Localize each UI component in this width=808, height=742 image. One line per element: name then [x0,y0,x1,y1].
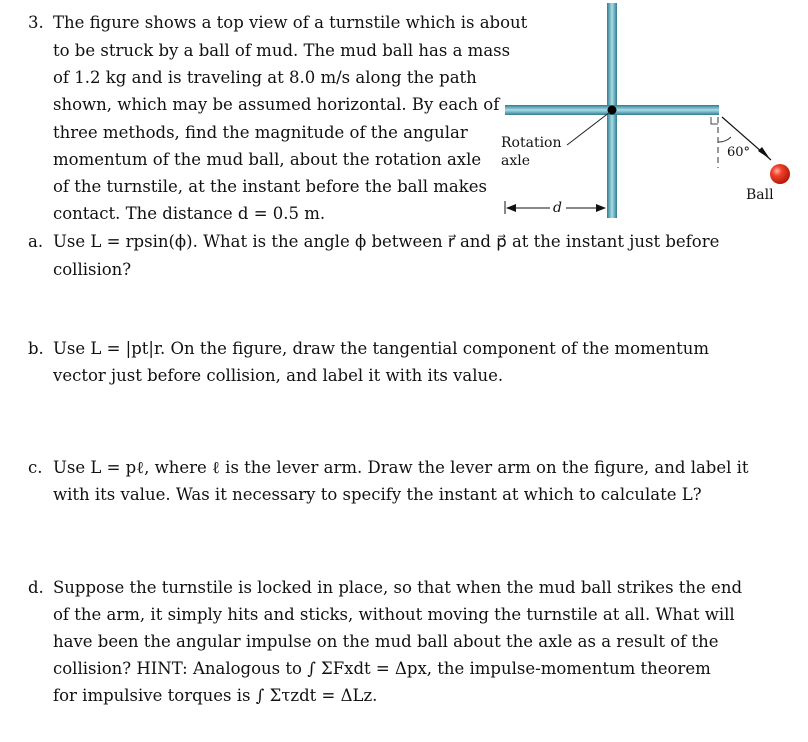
part-c-line-1: Use L = pℓ, where ℓ is the lever arm. Draw the lever arm on the figure, and label it [53,458,749,477]
path-arrowhead [758,147,770,159]
part-d-line-5: for impulsive torques is ∫ Στzdt = ΔLz. [53,686,378,705]
intro-line-8: contact. The distance d = 0.5 m. [53,204,326,223]
part-c-marker: c. [28,458,43,477]
mud-ball [770,164,790,184]
part-d-line-2: of the arm, it simply hits and sticks, without moving the turnstile at all. What will [53,605,735,624]
d-left-arrowhead [506,204,516,212]
intro-line-3: of 1.2 kg and is traveling at 8.0 m/s along the path [53,68,477,87]
part-b-marker: b. [28,339,44,358]
problem-number: 3. [28,13,44,32]
part-a-line-1: Use L = rpsin(ϕ). What is the angle ϕ between r⃗ and p⃗ at the instant just before [53,232,720,251]
part-b-line-2: vector just before collision, and label it with its value. [53,366,504,385]
right-angle-marker [711,117,718,124]
intro-line-5: three methods, find the magnitude of the angular [53,123,468,142]
ball-label: Ball [746,187,774,203]
angle-label: 60° [727,145,751,160]
part-d-line-4: collision? HINT: Analogous to ∫ ΣFxdt = Δpx, the impulse-momentum theorem [53,659,711,678]
intro-line-4: shown, which may be assumed horizontal. By each of [53,95,500,114]
part-a-line-2: collision? [53,260,132,279]
part-d-line-3: have been the angular impulse on the mud ball about the axle as a result of the [53,632,719,651]
part-c-line-2: with its value. Was it necessary to specify the instant at which to calculate L? [53,485,702,504]
rotation-label: Rotation [501,135,562,151]
intro-line-7: of the turnstile, at the instant before the ball makes [53,177,487,196]
d-right-arrowhead [596,204,606,212]
axle-label-text: axle [501,153,531,169]
part-b-line-1: Use L = |pt|r. On the figure, draw the tangential component of the momentum [53,339,710,358]
intro-line-2: to be struck by a ball of mud. The mud ball has a mass [53,41,511,60]
angle-arc [718,137,731,142]
axle-pointer-line [567,112,610,145]
part-d-marker: d. [28,578,44,597]
intro-line-1: The figure shows a top view of a turnstile which is about [53,13,528,32]
intro-line-6: momentum of the mud ball, about the rotation axle [53,150,482,169]
distance-label: d [553,200,562,216]
part-a-marker: a. [28,232,44,251]
part-d-line-1: Suppose the turnstile is locked in place, so that when the mud ball strikes the end [53,578,743,597]
